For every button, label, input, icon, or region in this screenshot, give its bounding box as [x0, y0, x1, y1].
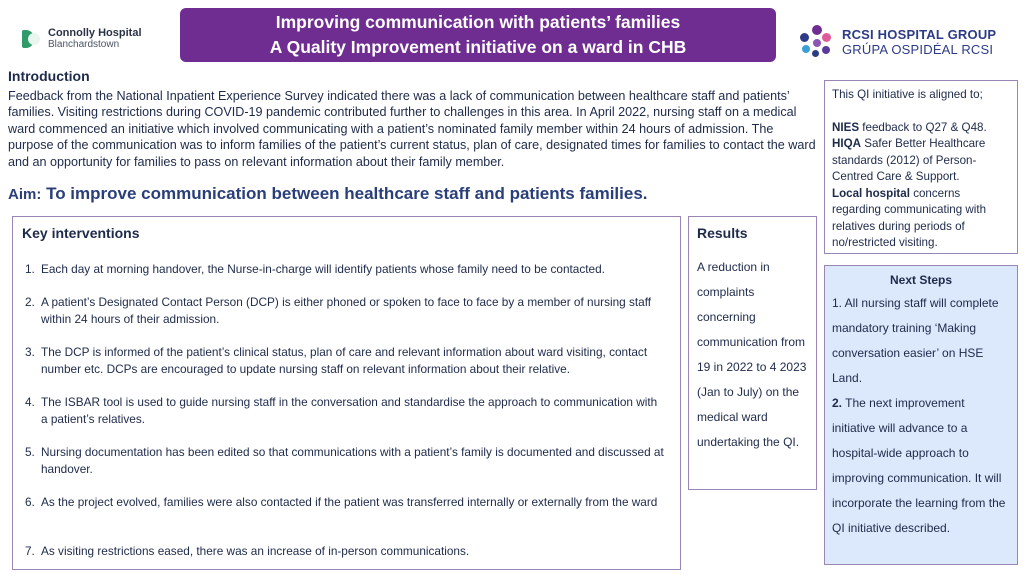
list-item-text: The ISBAR tool is used to guide nursing staff in the conversation and standardise the approach to communication with a patient’s relatives.	[41, 395, 658, 426]
rcsi-logo-icon	[800, 25, 834, 59]
rcsi-logo-line-1: RCSI HOSPITAL GROUP	[842, 27, 997, 42]
list-item-number: 3.	[25, 345, 35, 359]
key-interventions-box	[12, 216, 681, 570]
list-item-text: As the project evolved, families were also contacted if the patient was transferred internally or externally from the ward	[41, 495, 658, 509]
aim-statement	[8, 184, 648, 204]
list-item	[25, 543, 665, 560]
next-steps-box	[824, 265, 1018, 565]
list-item-number: 1.	[25, 262, 35, 276]
hospital-subname: Blanchardstown	[48, 39, 120, 50]
list-item-text: Nursing documentation has been edited so that communications with a patient’s family is documented and discussed at handover.	[41, 445, 664, 476]
results-heading: Results	[697, 225, 748, 241]
list-item-number: 7.	[25, 544, 35, 558]
alignment-intro: This QI initiative is aligned to;	[832, 88, 983, 101]
nies-text: feedback to Q27 & Q48.	[862, 120, 987, 134]
connolly-hospital-logo	[22, 24, 152, 54]
hospital-name: Connolly Hospital	[48, 27, 142, 39]
rcsi-logo-line-2: GRÚPA OSPIDÉAL RCSI	[842, 42, 994, 57]
list-item-number: 6.	[25, 495, 35, 509]
list-item-number: 5.	[25, 445, 35, 459]
list-item	[25, 344, 665, 377]
list-item-text: Each day at morning handover, the Nurse-in-charge will identify patients whose family need to be contacted.	[41, 262, 605, 276]
key-interventions-heading: Key interventions	[22, 225, 140, 241]
list-item-number: 4.	[25, 395, 35, 409]
list-item-text: A patient’s Designated Contact Person (DCP) is either phoned or spoken to face to face by a member of nursing staff within 24 hours of their admission.	[41, 295, 652, 326]
hiqa-text: Safer Better Healthcare standards (2012) of Person-Centred Care & Support.	[832, 137, 986, 183]
alignment-box	[824, 80, 1018, 254]
nies-label: NIES	[832, 120, 860, 134]
alignment-nies	[832, 120, 1010, 137]
hospital-logo-icon	[22, 28, 42, 50]
results-text: A reduction in complaints concerning communication from 19 in 2022 to 4 2023 (Jan to July) on the medical ward undertaking the QI.	[697, 260, 807, 449]
introduction-text: Feedback from the National Inpatient Experience Survey indicated there was a lack of communication between healthcare staff and patients’ families. Visiting restrictions during COVID-19 pandemic contributed further to challenges in this area. In April 2022, nursing staff on a medical ward commenced an initiative which involved communicating with a patient’s nominated family member within 24 hours of admission. The purpose of the communication was to inform families of the patient’s current status, plan of care, designated times for families to contact the ward and an opportunity for families to pass on relevant information about their family member.	[8, 89, 816, 169]
list-item	[25, 261, 665, 278]
list-item-number: 2.	[25, 295, 35, 309]
list-item	[25, 494, 665, 511]
title-line-2: A Quality Improvement initiative on a ward in CHB	[269, 37, 687, 57]
list-item	[25, 444, 665, 477]
aim-text: To improve communication between healthcare staff and patients families.	[46, 184, 648, 203]
list-item	[25, 294, 665, 327]
aim-label: Aim:	[8, 186, 42, 203]
page-title	[180, 8, 776, 62]
introduction-heading: Introduction	[8, 68, 90, 84]
title-line-1: Improving communication with patients’ families	[275, 12, 681, 32]
next-step-2	[832, 391, 1010, 541]
list-item-text: The DCP is informed of the patient’s clinical status, plan of care and relevant information about ward visiting, contact number etc. DCPs are encouraged to update nursing staff on relevant information about their relative.	[41, 345, 648, 376]
alignment-local	[832, 186, 1010, 252]
rcsi-hospital-group-logo	[800, 22, 1010, 62]
list-item-text: As visiting restrictions eased, there was an increase of in-person communications.	[41, 544, 470, 558]
list-item	[25, 394, 665, 427]
results-box	[688, 216, 817, 490]
alignment-hiqa	[832, 136, 1010, 186]
next-step-2-text: The next improvement initiative will advance to a hospital-wide approach to improving communication. It will incorporate the learning from the QI initiative described.	[832, 396, 1006, 535]
local-label: Local hospital	[832, 186, 910, 200]
hiqa-label: HIQA	[832, 137, 861, 150]
local-text: concerns regarding communicating with relatives during periods of no/restricted visiting.	[832, 186, 987, 249]
next-steps-heading: Next Steps	[889, 273, 953, 287]
next-step-2-number: 2.	[832, 396, 843, 410]
next-step-1: 1. All nursing staff will complete mandatory training ‘Making conversation easier’ on HSE Land.	[832, 296, 999, 385]
